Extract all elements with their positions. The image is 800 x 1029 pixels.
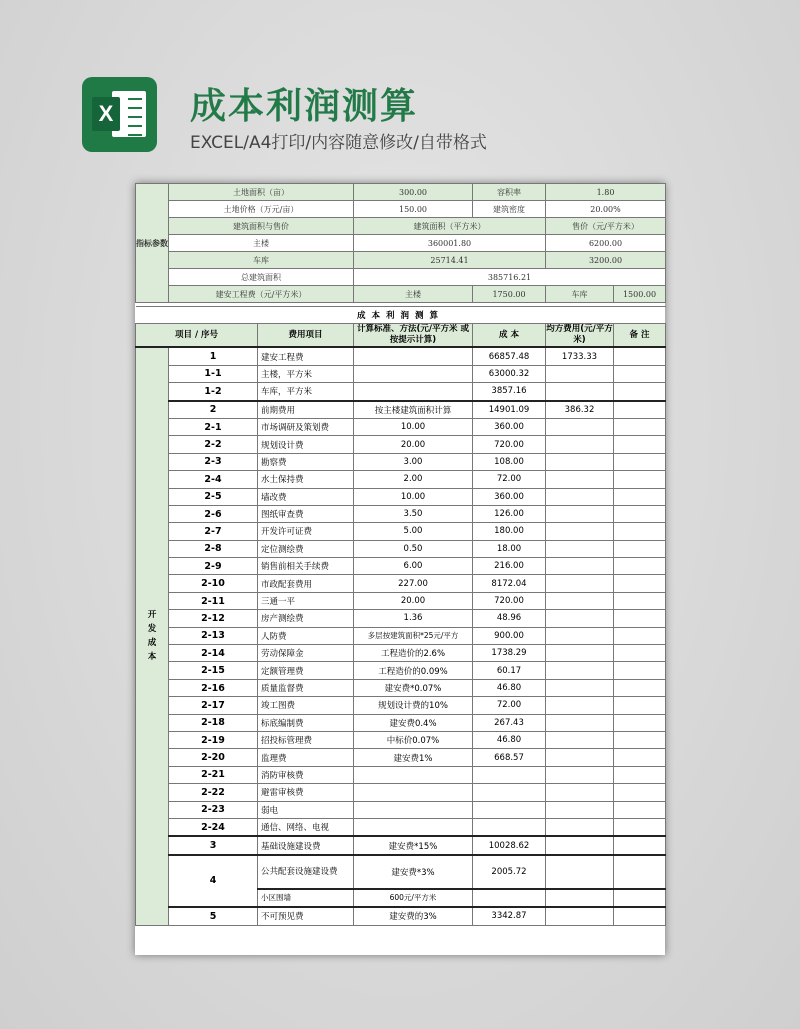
cell-method: 5.00 <box>354 523 473 540</box>
cell-item: 墙改费 <box>258 488 354 505</box>
cell-cost: 720.00 <box>473 436 546 453</box>
cell-method: 2.00 <box>354 471 473 488</box>
cell-method: 20.00 <box>354 592 473 609</box>
cell-item: 前期费用 <box>258 401 354 419</box>
cell: 300.00 <box>354 184 473 201</box>
cell-seq: 2-18 <box>169 714 258 731</box>
cell-method <box>354 818 473 836</box>
cell-cost: 668.57 <box>473 749 546 766</box>
cell: 25714.41 <box>354 252 546 269</box>
cell-note <box>614 401 666 419</box>
cell-seq: 2-1 <box>169 418 258 435</box>
cell-seq: 2-9 <box>169 558 258 575</box>
cell-seq: 2-4 <box>169 471 258 488</box>
cell-item: 房产测绘费 <box>258 610 354 627</box>
cell-empty <box>473 889 546 907</box>
table-row <box>136 818 666 836</box>
table-row <box>136 714 666 731</box>
cell-note <box>614 383 666 401</box>
cell-cost <box>473 766 546 783</box>
cell-item: 人防费 <box>258 627 354 644</box>
cell-seq: 3 <box>169 836 258 854</box>
cell-seq: 2-12 <box>169 610 258 627</box>
cell-note <box>614 471 666 488</box>
cell: 建筑密度 <box>473 201 546 218</box>
cell-seq: 5 <box>169 907 258 925</box>
cell-avg <box>546 855 614 889</box>
cell-cost: 10028.62 <box>473 836 546 854</box>
cell-cost: 267.43 <box>473 714 546 731</box>
cell-seq: 2-14 <box>169 645 258 662</box>
table-row <box>136 488 666 505</box>
cell: 360001.80 <box>354 235 546 252</box>
header-cost: 成 本 <box>473 324 546 348</box>
cell-avg <box>546 836 614 854</box>
cell-method <box>354 766 473 783</box>
table-row <box>136 731 666 748</box>
cell-method: 10.00 <box>354 418 473 435</box>
cell-note <box>614 907 666 925</box>
cell-avg <box>546 471 614 488</box>
cell-cost: 3342.87 <box>473 907 546 925</box>
cell-seq: 2-23 <box>169 801 258 818</box>
table-title: 成本利润测算 <box>136 307 666 324</box>
table-row <box>136 784 666 801</box>
cell-seq: 2-11 <box>169 592 258 609</box>
cell-cost: 2005.72 <box>473 855 546 889</box>
cell-item: 招投标管理费 <box>258 731 354 748</box>
cell-cost: 180.00 <box>473 523 546 540</box>
cell: 385716.21 <box>354 269 666 286</box>
cell-avg: 386.32 <box>546 401 614 419</box>
cell-cost: 66857.48 <box>473 347 546 365</box>
cell-method: 3.00 <box>354 453 473 470</box>
cell-note <box>614 801 666 818</box>
table-row <box>136 540 666 557</box>
table-row <box>136 523 666 540</box>
cell-cost: 46.80 <box>473 731 546 748</box>
cell-seq: 2 <box>169 401 258 419</box>
header-item: 费用项目 <box>258 324 354 348</box>
cell-empty <box>614 889 666 907</box>
header-seq: 项目 / 序号 <box>136 324 258 348</box>
cell-item: 监理费 <box>258 749 354 766</box>
cell: 建筑面积（平方米） <box>354 218 546 235</box>
cell-note <box>614 365 666 382</box>
table-row <box>136 505 666 522</box>
cell: 售价（元/平方米） <box>546 218 666 235</box>
cell-cost: 126.00 <box>473 505 546 522</box>
table-row <box>136 679 666 696</box>
cost-table <box>135 306 666 926</box>
cell-item: 水土保持费 <box>258 471 354 488</box>
cell-avg <box>546 766 614 783</box>
excel-icon: X <box>82 77 157 152</box>
cell-cost <box>473 818 546 836</box>
dev-cost-side-label: 开发成本 <box>136 347 169 925</box>
cell-note <box>614 855 666 889</box>
cell-seq: 1-1 <box>169 365 258 382</box>
cell-note <box>614 347 666 365</box>
table-row <box>136 401 666 419</box>
cell-method <box>354 383 473 401</box>
cell-item: 车库，平方米 <box>258 383 354 401</box>
cell-avg <box>546 365 614 382</box>
cell-method: 建安费*0.07% <box>354 679 473 696</box>
cell: 1500.00 <box>614 286 666 303</box>
cell: 建安工程费（元/平方米） <box>169 286 354 303</box>
cell-method: 20.00 <box>354 436 473 453</box>
cell-note <box>614 714 666 731</box>
table-row <box>136 471 666 488</box>
cell-method: 工程造价的0.09% <box>354 662 473 679</box>
cell-item: 基础设施建设费 <box>258 836 354 854</box>
cell-cost <box>473 784 546 801</box>
cell-seq: 4 <box>169 855 258 907</box>
cell-item: 避雷审核费 <box>258 784 354 801</box>
table-row <box>136 766 666 783</box>
cell-cost: 18.00 <box>473 540 546 557</box>
cell-note <box>614 592 666 609</box>
cell-seq: 2-24 <box>169 818 258 836</box>
cell-item: 市政配套费用 <box>258 575 354 592</box>
cell-item: 通信、网络、电视 <box>258 818 354 836</box>
cell-item: 弱电 <box>258 801 354 818</box>
cell: 容积率 <box>473 184 546 201</box>
cell-note <box>614 627 666 644</box>
cell: 建筑面积与售价 <box>169 218 354 235</box>
cell-seq: 2-13 <box>169 627 258 644</box>
table-row <box>136 418 666 435</box>
cell-avg <box>546 627 614 644</box>
cell-cost: 216.00 <box>473 558 546 575</box>
cell-avg <box>546 662 614 679</box>
cell-note <box>614 436 666 453</box>
cell-note <box>614 418 666 435</box>
cell-seq: 2-20 <box>169 749 258 766</box>
cell-method: 建安费0.4% <box>354 714 473 731</box>
cell: 6200.00 <box>546 235 666 252</box>
cell-note <box>614 523 666 540</box>
cell-item: 销售前相关手续费 <box>258 558 354 575</box>
cell-seq: 2-10 <box>169 575 258 592</box>
cell-avg <box>546 679 614 696</box>
cell-seq: 2-17 <box>169 697 258 714</box>
cell-method: 多层按建筑面积*25元/平方 <box>354 627 473 644</box>
cell-method <box>354 801 473 818</box>
cell-cost: 48.96 <box>473 610 546 627</box>
cell-avg <box>546 453 614 470</box>
cell: 1.80 <box>546 184 666 201</box>
cell-avg <box>546 523 614 540</box>
cell-method: 按主楼建筑面积计算 <box>354 401 473 419</box>
table-row <box>136 855 666 889</box>
cell-avg <box>546 540 614 557</box>
cell: 3200.00 <box>546 252 666 269</box>
cell-avg <box>546 714 614 731</box>
cell-note <box>614 662 666 679</box>
cell: 土地价格（万元/亩） <box>169 201 354 218</box>
cell-seq: 2-6 <box>169 505 258 522</box>
page-subtitle: EXCEL/A4打印/内容随意修改/自带格式 <box>190 133 487 153</box>
cell-note <box>614 453 666 470</box>
cell-avg <box>546 731 614 748</box>
cell-note <box>614 610 666 627</box>
table-row <box>136 592 666 609</box>
table-row <box>136 575 666 592</box>
cell-note <box>614 836 666 854</box>
cell-note <box>614 784 666 801</box>
spreadsheet-preview <box>135 183 665 955</box>
cell-note <box>614 558 666 575</box>
cell-avg <box>546 436 614 453</box>
cell-cost: 14901.09 <box>473 401 546 419</box>
cell-cost <box>473 801 546 818</box>
cell: 土地面积（亩） <box>169 184 354 201</box>
cell-seq: 2-21 <box>169 766 258 783</box>
cell-note <box>614 679 666 696</box>
cell-method: 1.36 <box>354 610 473 627</box>
cell-item: 劳动保障金 <box>258 645 354 662</box>
cell-item: 小区围墙 <box>258 889 354 907</box>
cell-item: 勘察费 <box>258 453 354 470</box>
cell: 20.00% <box>546 201 666 218</box>
cell-note <box>614 575 666 592</box>
table-row <box>136 907 666 925</box>
cell-seq: 2-8 <box>169 540 258 557</box>
header-method: 计算标准、方法(元/平方米 或按提示计算) <box>354 324 473 348</box>
cell-seq: 2-2 <box>169 436 258 453</box>
cell-seq: 2-5 <box>169 488 258 505</box>
cell-method: 3.50 <box>354 505 473 522</box>
cell-avg <box>546 645 614 662</box>
cell-seq: 2-3 <box>169 453 258 470</box>
cell-method: 0.50 <box>354 540 473 557</box>
table-row <box>136 347 666 365</box>
cell-avg <box>546 418 614 435</box>
table-row <box>136 749 666 766</box>
cell-item: 标底编制费 <box>258 714 354 731</box>
cell-item: 主楼，平方米 <box>258 365 354 382</box>
cell-note <box>614 540 666 557</box>
cell-cost: 72.00 <box>473 697 546 714</box>
cell-avg <box>546 383 614 401</box>
cell-method: 规划设计费的10% <box>354 697 473 714</box>
cell-item: 三通一平 <box>258 592 354 609</box>
cell-method: 建安费*3% <box>354 855 473 889</box>
cell-item: 消防审核费 <box>258 766 354 783</box>
table-row <box>136 627 666 644</box>
table-row <box>136 645 666 662</box>
cell-avg <box>546 488 614 505</box>
cell-seq: 2-22 <box>169 784 258 801</box>
table-row <box>136 662 666 679</box>
params-side-label: 指标参数 <box>136 184 169 303</box>
cell-item: 开发许可证费 <box>258 523 354 540</box>
cell: 150.00 <box>354 201 473 218</box>
cell-note <box>614 645 666 662</box>
cell-item: 图纸审查费 <box>258 505 354 522</box>
header-note: 备 注 <box>614 324 666 348</box>
cell: 主楼 <box>354 286 473 303</box>
header-avg: 均方费用(元/平方米) <box>546 324 613 346</box>
cell-note <box>614 818 666 836</box>
cell-method: 227.00 <box>354 575 473 592</box>
cell-avg <box>546 801 614 818</box>
table-row <box>136 801 666 818</box>
cell-avg <box>546 558 614 575</box>
cell-method: 建安费1% <box>354 749 473 766</box>
cell-avg: 1733.33 <box>546 347 614 365</box>
cell-method: 6.00 <box>354 558 473 575</box>
table-row <box>136 697 666 714</box>
cell-cost: 63000.32 <box>473 365 546 382</box>
cell-avg <box>546 697 614 714</box>
cell: 1750.00 <box>473 286 546 303</box>
cell-avg <box>546 505 614 522</box>
cell-method <box>354 347 473 365</box>
cell: 车库 <box>169 252 354 269</box>
cell-seq: 2-15 <box>169 662 258 679</box>
table-row <box>136 558 666 575</box>
cell-cost: 360.00 <box>473 418 546 435</box>
cell-cost: 60.17 <box>473 662 546 679</box>
params-table <box>135 183 666 303</box>
cell-note <box>614 488 666 505</box>
cell-method: 建安费*15% <box>354 836 473 854</box>
cell-note <box>614 749 666 766</box>
cell-empty <box>546 889 614 907</box>
cell-item: 不可预见费 <box>258 907 354 925</box>
cell-item: 质量监督费 <box>258 679 354 696</box>
cell-method <box>354 365 473 382</box>
cell-cost: 900.00 <box>473 627 546 644</box>
cell-method <box>354 784 473 801</box>
cell-seq: 1 <box>169 347 258 365</box>
cell-item: 定额管理费 <box>258 662 354 679</box>
cell-cost: 8172.04 <box>473 575 546 592</box>
cell-seq: 1-2 <box>169 383 258 401</box>
table-row <box>136 453 666 470</box>
cell-cost: 3857.16 <box>473 383 546 401</box>
table-row <box>136 610 666 627</box>
cell-avg <box>546 610 614 627</box>
cell-avg <box>546 784 614 801</box>
cell-method: 10.00 <box>354 488 473 505</box>
cell-item: 定位测绘费 <box>258 540 354 557</box>
cell-avg <box>546 749 614 766</box>
cell-item: 竣工图费 <box>258 697 354 714</box>
cell-item: 公共配套设施建设费 <box>258 855 354 889</box>
cell-note <box>614 697 666 714</box>
cell-seq: 2-19 <box>169 731 258 748</box>
cell-method: 600元/平方米 <box>354 889 473 907</box>
cell-cost: 72.00 <box>473 471 546 488</box>
cell-item: 规划设计费 <box>258 436 354 453</box>
cell-avg <box>546 907 614 925</box>
table-row <box>136 383 666 401</box>
cell-cost: 360.00 <box>473 488 546 505</box>
cell-cost: 720.00 <box>473 592 546 609</box>
table-row <box>136 365 666 382</box>
cell-avg <box>546 818 614 836</box>
cell-method: 工程造价的2.6% <box>354 645 473 662</box>
cell-method: 中标价0.07% <box>354 731 473 748</box>
cell: 总建筑面积 <box>169 269 354 286</box>
table-row <box>136 436 666 453</box>
cell-cost: 1738.29 <box>473 645 546 662</box>
cell-seq: 2-16 <box>169 679 258 696</box>
table-row <box>136 836 666 854</box>
page-title: 成本利润测算 <box>190 86 419 127</box>
cell-seq: 2-7 <box>169 523 258 540</box>
cell-item: 建安工程费 <box>258 347 354 365</box>
cell-avg <box>546 575 614 592</box>
cell: 主楼 <box>169 235 354 252</box>
cell-note <box>614 766 666 783</box>
cell-cost: 108.00 <box>473 453 546 470</box>
cell-note <box>614 505 666 522</box>
cell-item: 市场调研及策划费 <box>258 418 354 435</box>
cell-method: 建安费的3% <box>354 907 473 925</box>
cell-avg <box>546 592 614 609</box>
cell: 车库 <box>546 286 614 303</box>
cell-cost: 46.80 <box>473 679 546 696</box>
cell-note <box>614 731 666 748</box>
